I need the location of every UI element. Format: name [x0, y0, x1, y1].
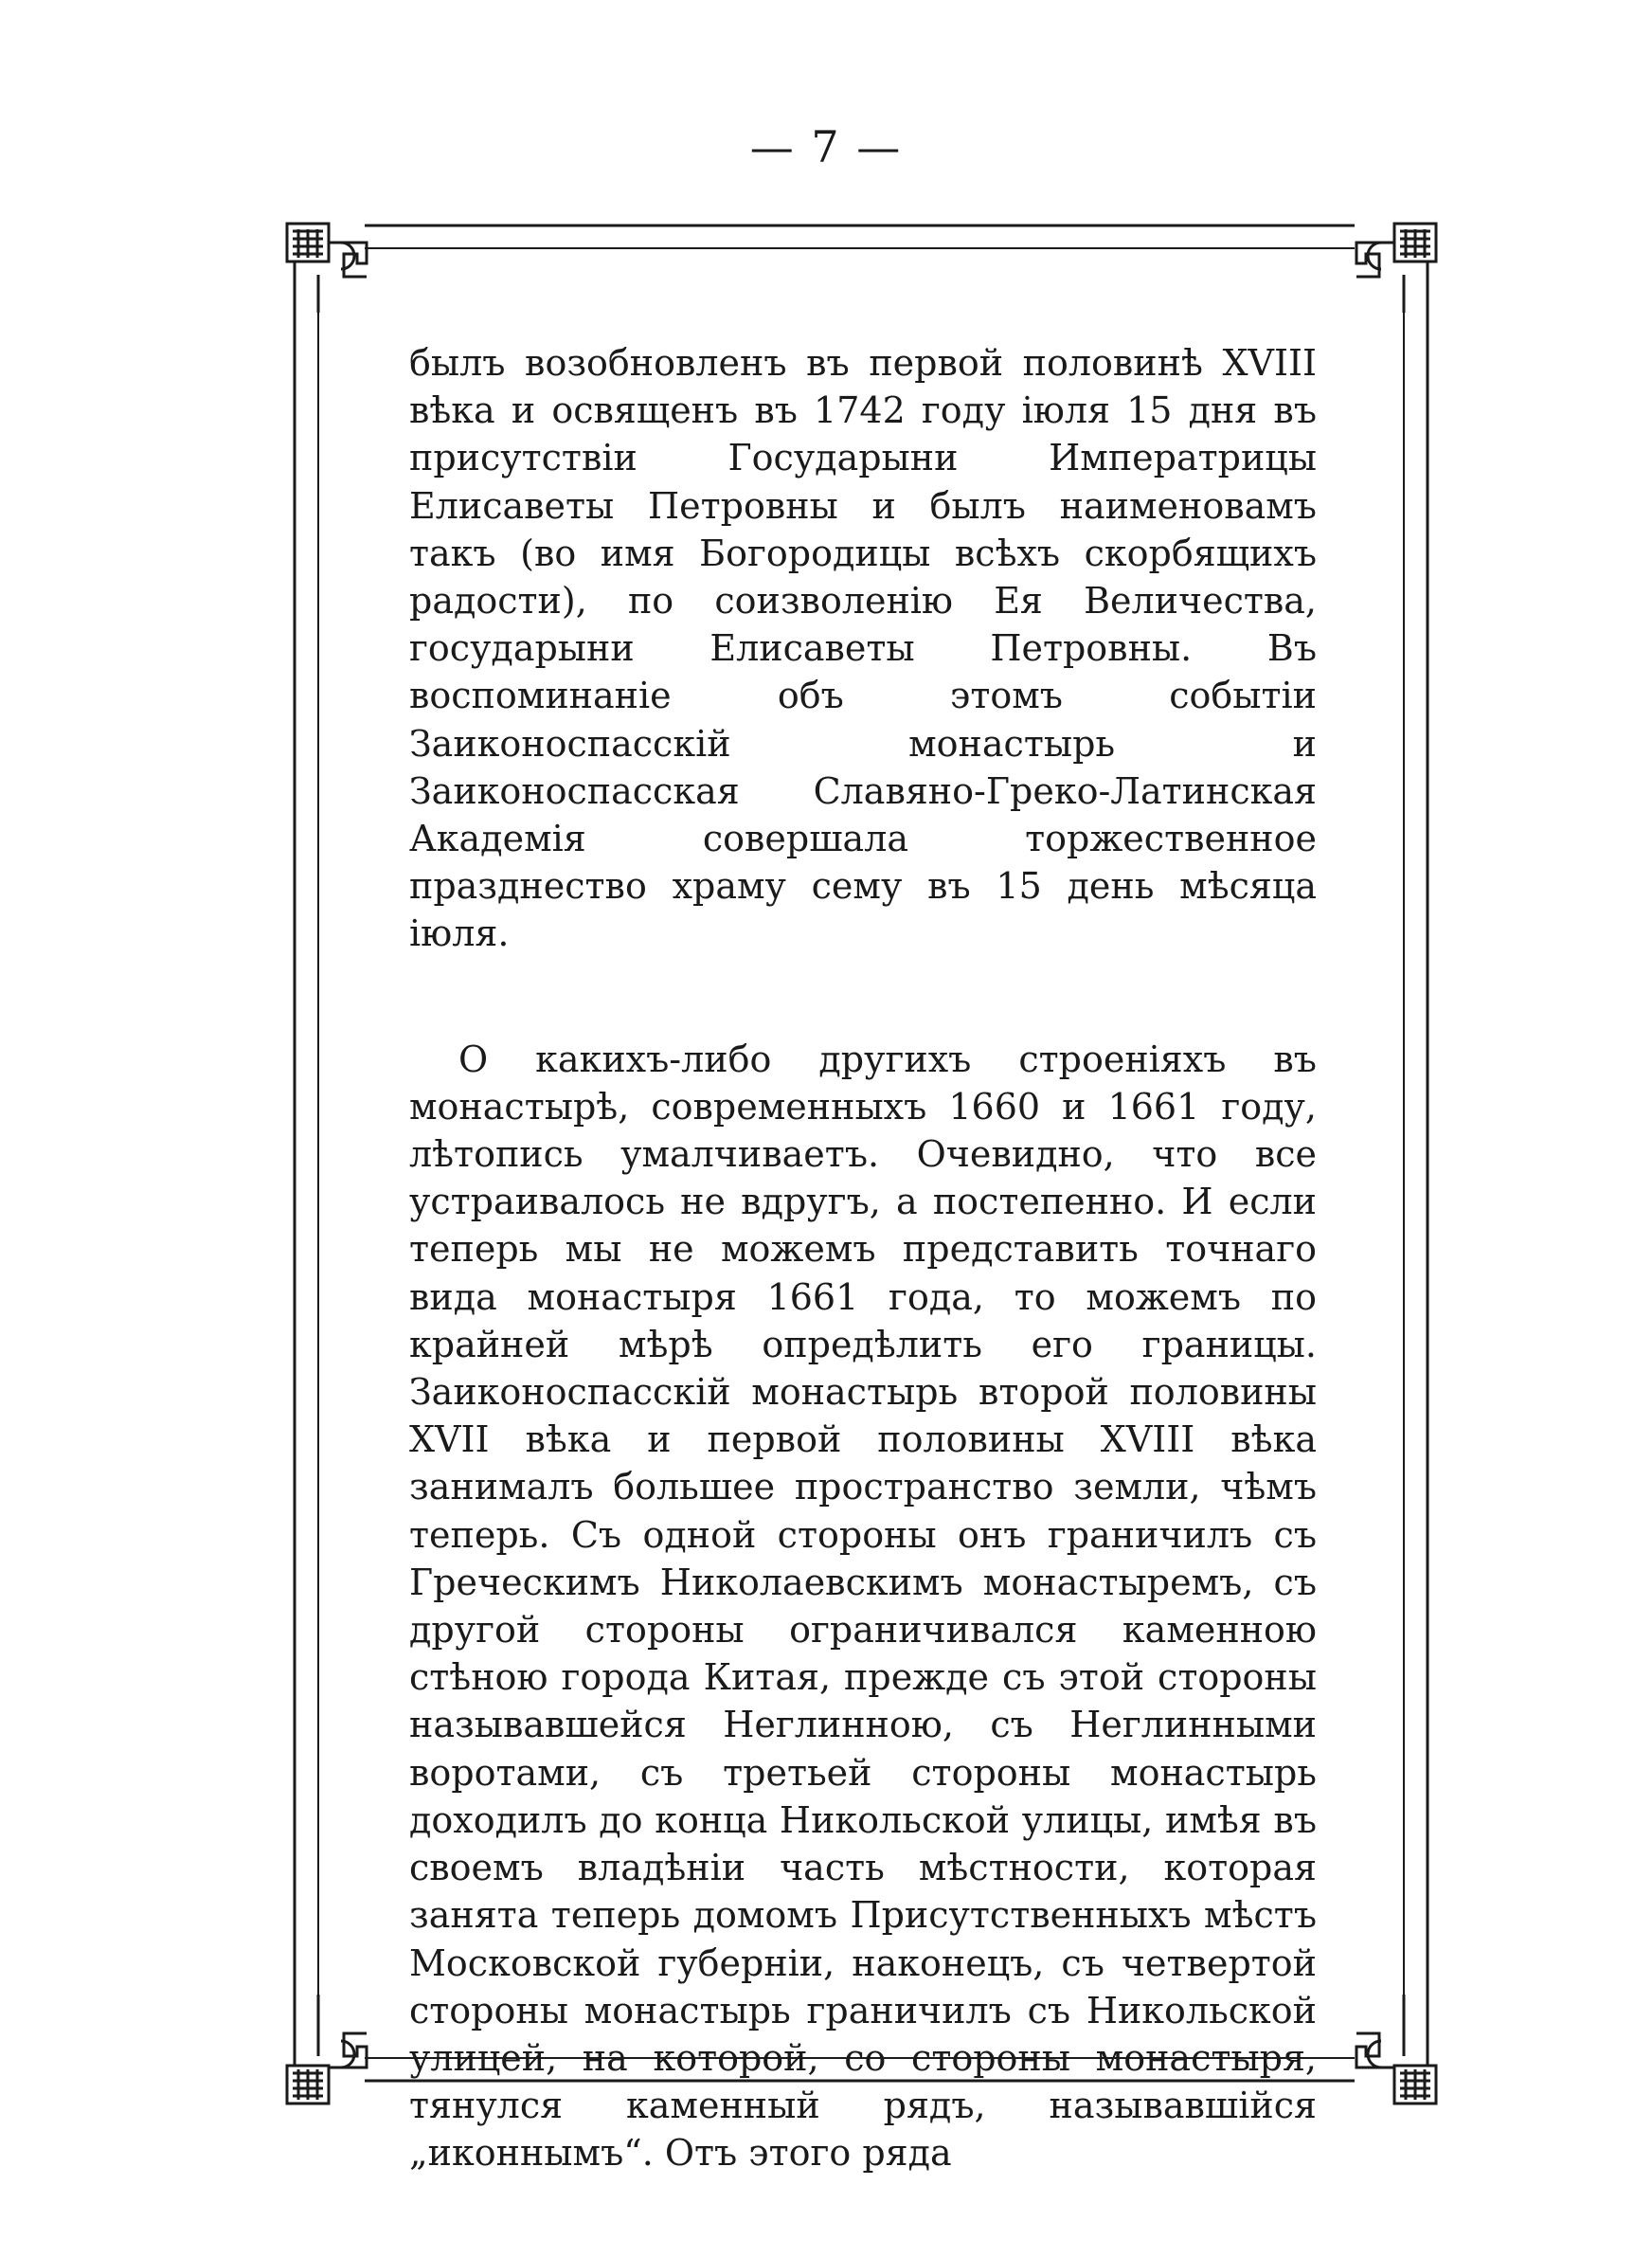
paragraph-2: О какихъ-либо другихъ строеніяхъ въ монастырѣ, современныхъ 1660 и 1661 году, лѣтопись умалчиваетъ. Очевидно, что все устраивалось не вдругъ, а постепенно. И если теперь мы не можемъ представить точнаго вида монастыря 1661 года, то можемъ по крайней мѣрѣ опредѣлить его границы. Заиконоспасскій монастырь второй половины XVII вѣка и первой половины XVIII вѣка занималъ большее пространство земли, чѣмъ теперь. Съ одной стороны онъ граничилъ съ Греческимъ Николаевскимъ монастыремъ, съ другой стороны ограничивался каменною стѣною города Китая, прежде съ этой стороны называвшейся Неглинною, съ Неглинными воротами, съ третьей стороны монастырь доходилъ до конца Никольской улицы, имѣя въ своемъ владѣніи часть мѣстности, которая занята теперь домомъ Присутственныхъ мѣстъ Московской губерніи, наконецъ, съ четвертой стороны монастырь граничилъ съ Никольской улицей, на которой, со стороны монастыря, тянулся каменный рядъ, называвшійся „иконнымъ“. Отъ этого ряда — [409, 1038, 1317, 2175]
corner-ornament-top-right — [1356, 224, 1436, 313]
corner-ornament-bottom-left — [287, 1995, 367, 2104]
paragraph-1: былъ возобновленъ въ первой половинѣ XVIII вѣка и освященъ въ 1742 году іюля 15 дня въ присутствіи Государыни Императрицы Елисаветы Петровны и былъ наименовамъ такъ (во имя Богородицы всѣхъ скорбящихъ радости), по соизволенію Ея Величества, государыни Елисаветы Петровны. Въ воспоминаніе объ этомъ событіи Заиконоспасскій монастырь и Заиконоспасская Славяно-Греко-Латинская Академія совершала торжественное празднество храму сему въ 15 день мѣсяца іюля. — [409, 342, 1317, 955]
body-text — [409, 339, 1317, 2177]
corner-ornament-top-left — [287, 224, 367, 313]
page-number: — 7 — — [749, 121, 903, 172]
corner-ornament-bottom-right — [1356, 1995, 1436, 2104]
